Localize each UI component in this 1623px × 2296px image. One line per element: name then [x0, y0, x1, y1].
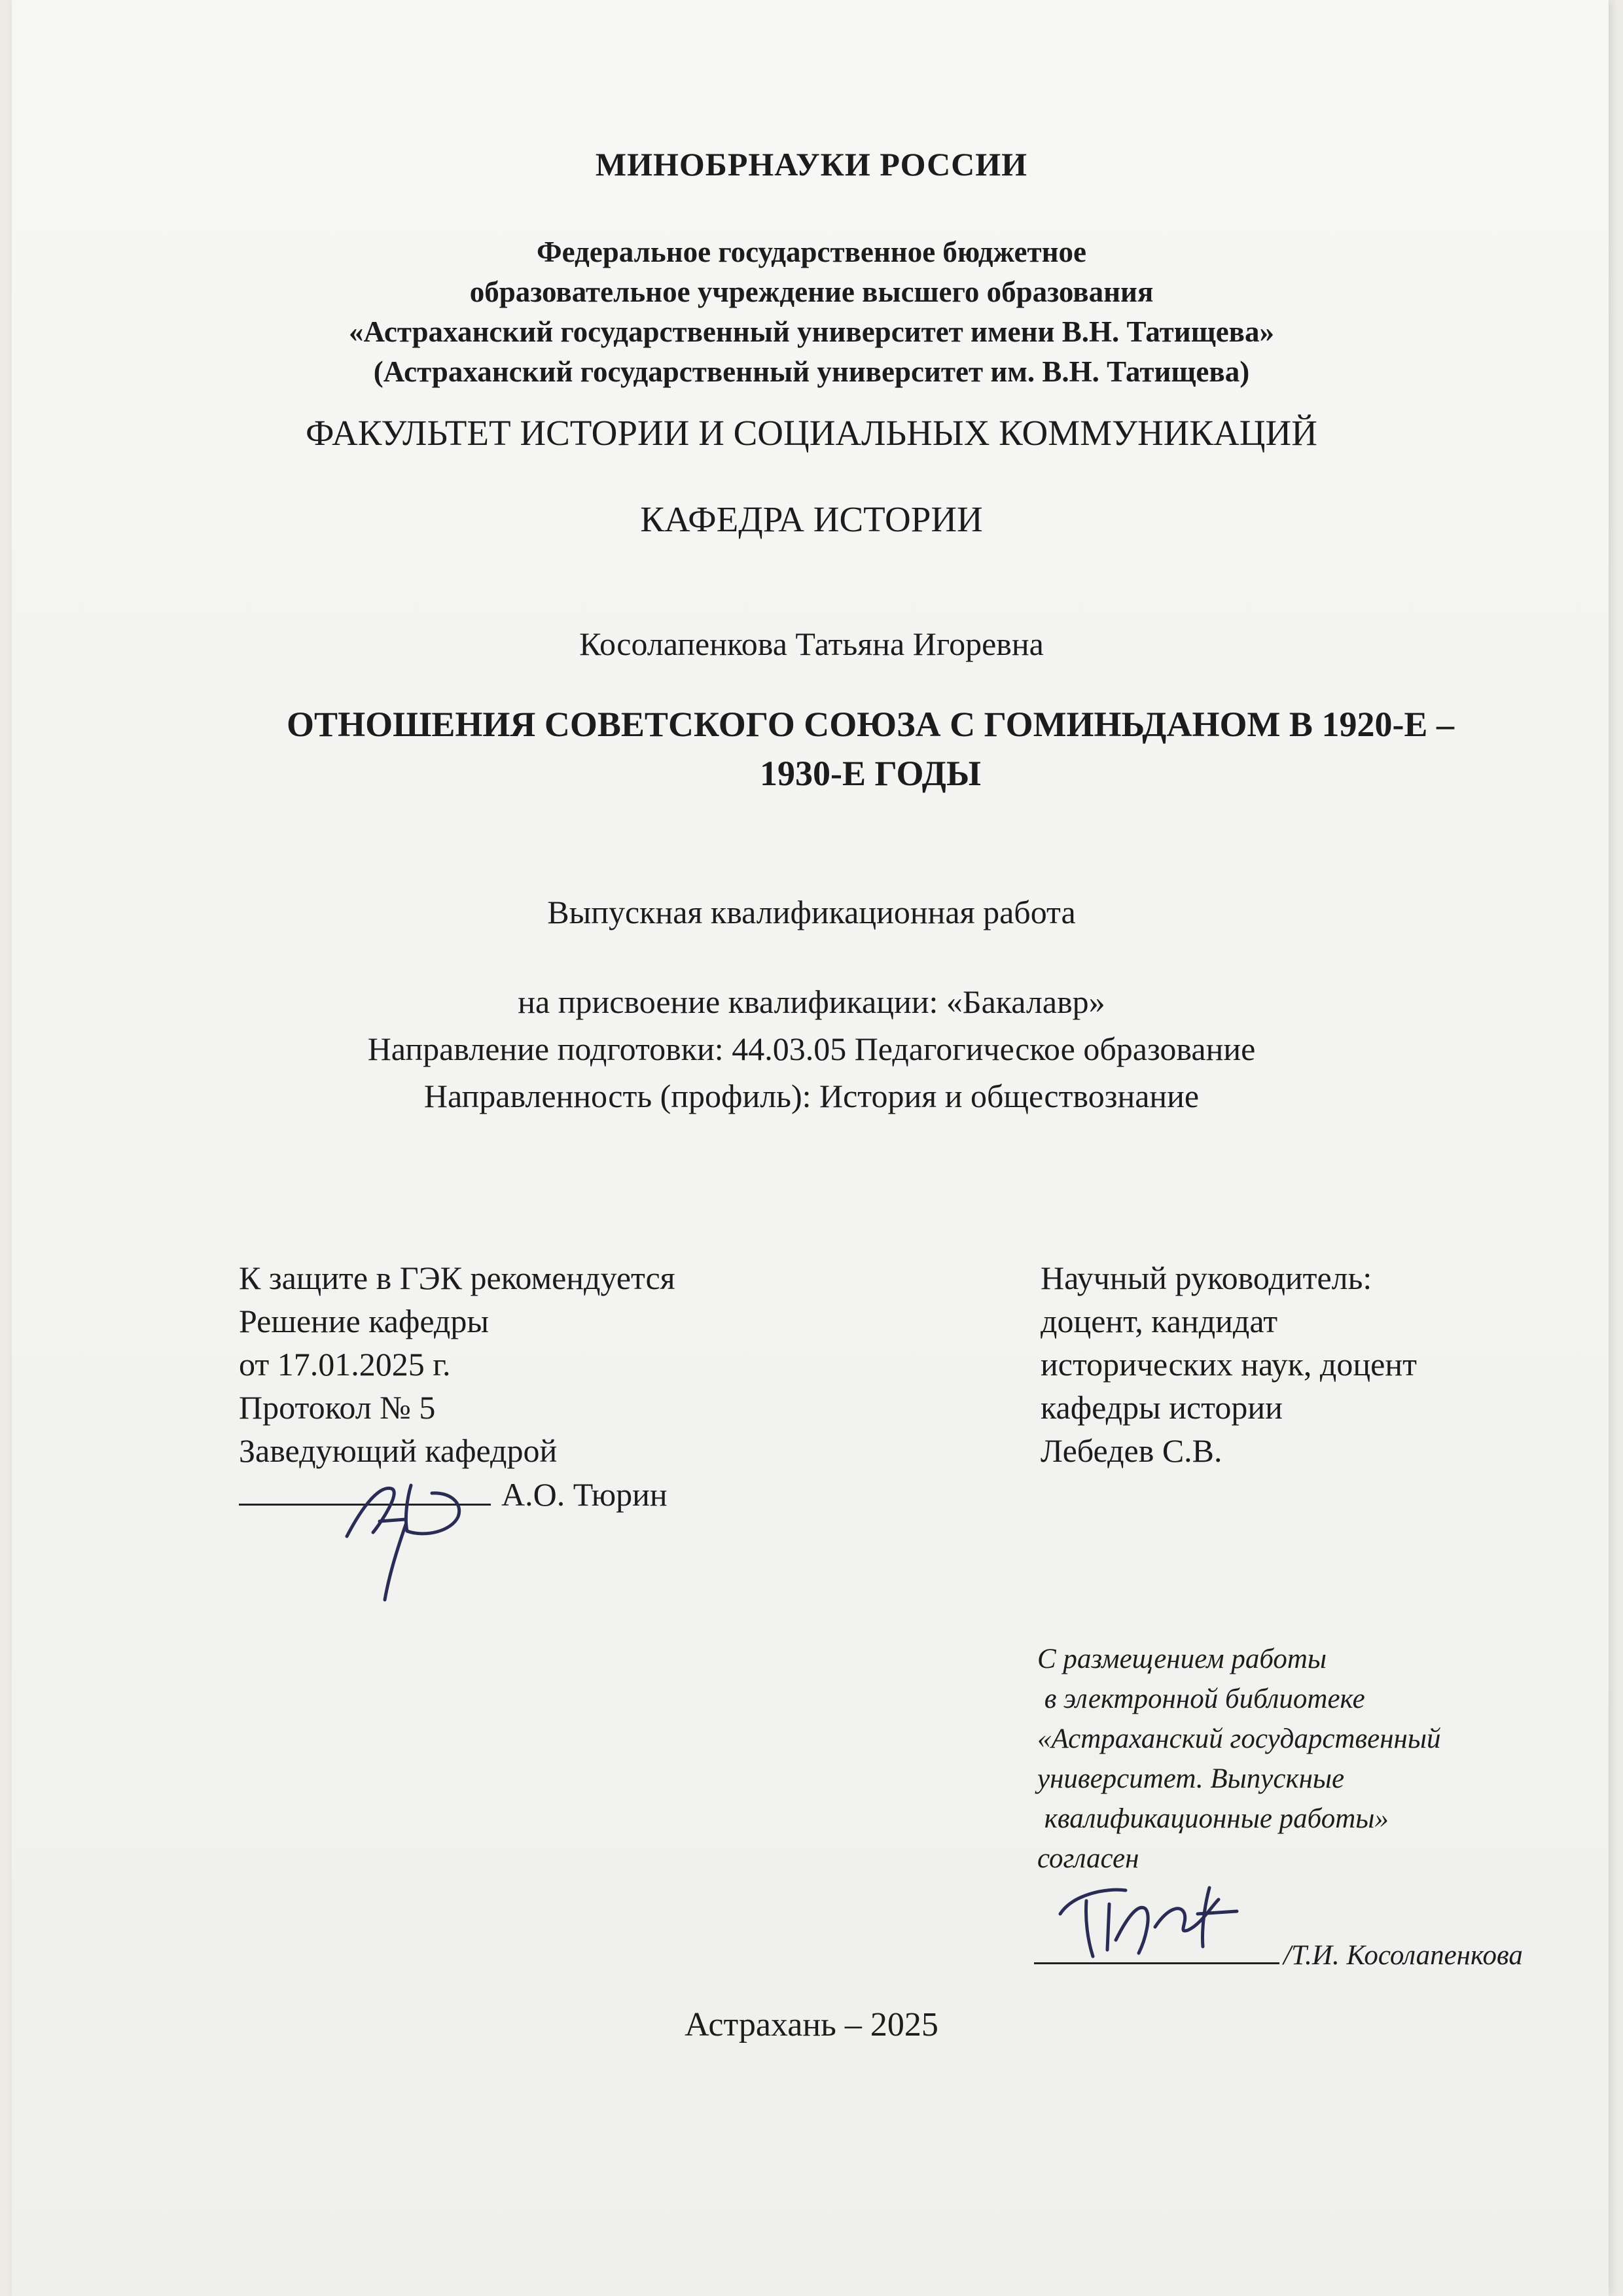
organization-line: образовательное учреждение высшего образования [469, 275, 1154, 308]
library-consent-block [1037, 1639, 1441, 1879]
defense-line: К защите в ГЭК рекомендуется [239, 1260, 675, 1296]
consent-line: квалификационные работы» [1037, 1803, 1389, 1834]
defense-line: от 17.01.2025 г. [239, 1346, 451, 1383]
work-type: Выпускная квалификационная работа [547, 894, 1076, 930]
qualification-line: Направление подготовки: 44.03.05 Педагогическое образование [367, 1031, 1256, 1067]
qualification-line: Направленность (профиль): История и обществознание [423, 1078, 1200, 1114]
author-signature-icon [1047, 1868, 1257, 1973]
faculty-heading: ФАКУЛЬТЕТ ИСТОРИИ И СОЦИАЛЬНЫХ КОММУНИКАЦИЙ [306, 413, 1317, 453]
consent-line: С размещением работы [1037, 1644, 1327, 1674]
supervisor-line: кафедры истории [1041, 1389, 1283, 1426]
organization-line: (Астраханский государственный университет им. В.Н. Татищева) [373, 355, 1250, 388]
department-heading: КАФЕДРА ИСТОРИИ [640, 499, 983, 539]
author-name: Косолапенкова Татьяна Игоревна [579, 626, 1044, 662]
defense-line: Заведующий кафедрой [239, 1432, 558, 1469]
organization-name [0, 232, 1623, 392]
thesis-title-line: ОТНОШЕНИЯ СОВЕТСКОГО СОЮЗА С ГОМИНЬДАНОМ В 1920-Е – [287, 705, 1454, 744]
thesis-title [223, 700, 1518, 798]
ministry-heading: МИНОБРНАУКИ РОССИИ [595, 146, 1028, 183]
supervisor-line: исторических наук, доцент [1041, 1346, 1417, 1383]
defense-line: Решение кафедры [239, 1303, 489, 1339]
consent-line: университет. Выпускные [1037, 1763, 1345, 1794]
supervisor-line: Научный руководитель: [1041, 1260, 1372, 1296]
city-year: Астрахань – 2025 [685, 2006, 938, 2043]
head-signature-icon [334, 1459, 478, 1610]
head-of-department-name: А.О. Тюрин [501, 1476, 668, 1513]
supervisor-line: Лебедев С.В. [1041, 1432, 1222, 1469]
organization-line: «Астраханский государственный университет имени В.Н. Татищева» [349, 315, 1274, 348]
qualification-block [0, 978, 1623, 1120]
author-signer-name: /Т.И. Косолапенкова [1283, 1940, 1523, 1971]
consent-line: «Астраханский государственный [1037, 1723, 1441, 1754]
defense-line: Протокол № 5 [239, 1389, 436, 1426]
thesis-title-line: 1930-Е ГОДЫ [759, 754, 981, 793]
supervisor-block [1041, 1256, 1417, 1472]
supervisor-line: доцент, кандидат [1041, 1303, 1278, 1339]
qualification-line: на присвоение квалификации: «Бакалавр» [518, 983, 1105, 1020]
organization-line: Федеральное государственное бюджетное [536, 236, 1087, 268]
consent-line: в электронной библиотеке [1037, 1684, 1365, 1714]
consent-line: согласен [1037, 1843, 1139, 1874]
